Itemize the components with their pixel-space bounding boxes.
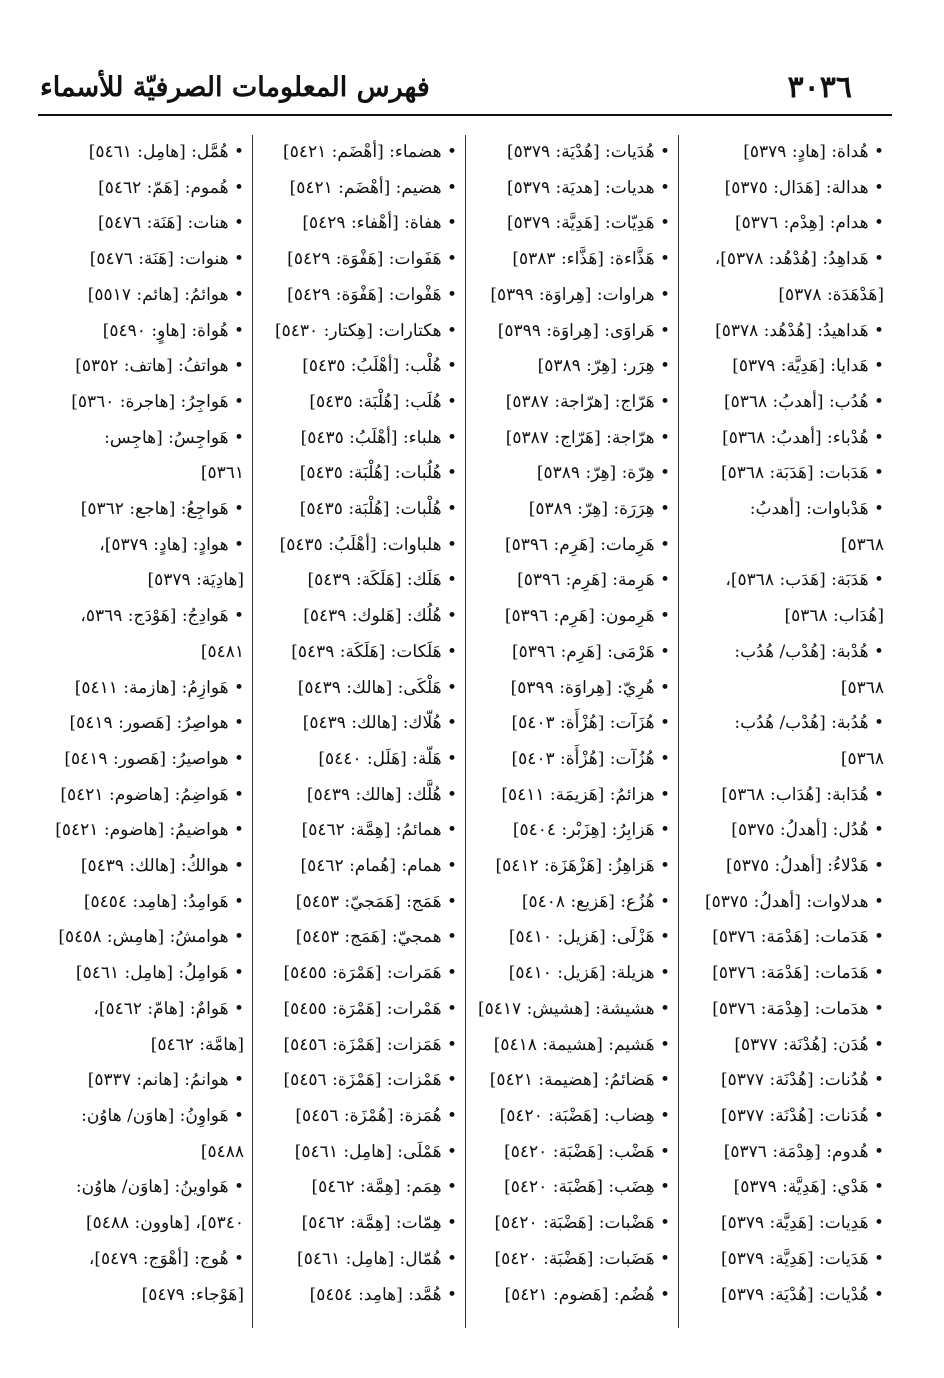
index-entry: • هَضْب: [هَضْبَة: ٥٤٢٠]	[504, 1141, 670, 1162]
index-entry: • هِمَم: [هِمَّة: ٥٤٦٢]	[311, 1177, 457, 1198]
index-entry: • هَزابِرُ: [هِزَبْر: ٥٤٠٤]	[512, 820, 670, 841]
index-entry: • هَدَبَة: [هَدَب: ٥٣٦٨]،	[725, 570, 884, 591]
index-entry: • هَفَوات: [هَفْوَة: ٥٤٢٩]	[287, 249, 457, 270]
index-entry: • هَرِمة: [هَرِم: ٥٣٩٦]	[517, 570, 670, 591]
index-entry: • هُلُبات: [هُلْبَة: ٥٤٣٥]	[299, 463, 457, 484]
index-entry: • هُلْبات: [هُلْبَة: ٥٤٣٥]	[299, 499, 457, 520]
index-entry: • هُضُم: [هَضوم: ٥٤٢١]	[504, 1284, 670, 1305]
page-header	[40, 66, 904, 110]
index-entry: • هِضَب: [هَضْبَة: ٥٤٢٠]	[504, 1177, 670, 1198]
index-entry: • هُدْيات: [هُدْيَة: ٥٣٧٩]	[720, 1284, 884, 1305]
index-entry: • هُدُل: [أهدلُ: ٥٣٧٥]	[731, 820, 884, 841]
index-entry: [هامَّة: ٥٤٦٢]	[150, 1034, 244, 1055]
index-entry: • هَدِيّات: [هَدِيَّة: ٥٣٧٩]	[506, 213, 670, 234]
index-entry: • هضماء: [أهْضَم: ٥٤٢١]	[283, 142, 457, 162]
index-column	[466, 135, 679, 1328]
index-entry: • هَدَيات: [هَدِيَّة: ٥٣٧٩]	[720, 1248, 884, 1269]
index-entry: • همائمُ: [هِمَّة: ٥٤٦٢]	[301, 820, 457, 841]
index-entry: • هِرَر: [هِرّ: ٥٣٨٩]	[537, 356, 670, 377]
index-entry: • هكتارات: [هِكتار: ٥٤٣٠]	[275, 320, 457, 341]
index-entry: • هلباوات: [أهْلَبُ: ٥٤٣٥]	[279, 534, 457, 555]
index-entry: • هُلْب: [أهْلَبُ: ٥٤٣٥]	[302, 356, 457, 377]
index-entry: • هواصيرُ: [هَصور: ٥٤١٩]	[64, 748, 244, 769]
index-entry: • هَداهِدُ: [هُدْهُد: ٥٣٧٨]،	[714, 249, 884, 270]
index-entry: • هُدَن: [هُدْنَة: ٥٣٧٧]	[734, 1034, 884, 1055]
index-entry: • هَلَك: [هَلَكَة: ٥٤٣٩]	[307, 570, 457, 591]
index-entry: • هِمّات: [هِمَّة: ٥٤٦٢]	[301, 1213, 457, 1234]
index-entry: [هُدَاب: ٥٣٦٨]	[784, 606, 884, 627]
index-entry: • هُمَزة: [هُمْزَة: ٥٤٥٦]	[295, 1105, 457, 1126]
index-columns	[38, 135, 892, 1328]
index-entry: • هَشيم: [هشيمة: ٥٤١٨]	[493, 1034, 670, 1055]
index-entry: • هَرْمَى: [هَرِم: ٥٣٩٦]	[512, 641, 670, 662]
index-entry: • هَمَج: [هَمَجيّ: ٥٤٥٣]	[295, 891, 457, 912]
index-entry: • هَدَمات: [هَدْمَة: ٥٣٧٦]	[712, 963, 884, 984]
index-entry: • هُزُع: [هَزيع: ٥٤٠٨]	[521, 891, 670, 912]
index-entry: • هزائمُ: [هَزيمَة: ٥٤١١]	[501, 784, 670, 805]
index-entry: • هِرّة: [هِرّ: ٥٣٨٩]	[536, 463, 670, 484]
index-entry: • هواصِرُ: [هَصور: ٥٤١٩]	[69, 713, 244, 734]
index-entry: • هضيم: [أهْضَم: ٥٤٢١]	[289, 177, 457, 198]
index-entry: • همام: [هُمام: ٥٤٦٢]	[300, 856, 457, 877]
index-entry: • هَلْكَى: [هالك: ٥٤٣٩]	[297, 677, 457, 698]
index-entry: • هُلَب: [هُلْبَة: ٥٤٣٥]	[309, 391, 457, 412]
index-entry: • هزيلة: [هَزيل: ٥٤١٠]	[508, 963, 670, 984]
index-entry: • هَواجِرُ: [هاجرة: ٥٣٦٠]	[71, 391, 244, 412]
index-entry: • هوانمُ: [هانم: ٥٣٣٧]	[87, 1070, 244, 1091]
index-entry: • هَمَزات: [هَمْزَة: ٥٤٥٦]	[283, 1034, 457, 1055]
index-entry: • هُدُنات: [هُدْنَة: ٥٣٧٧]	[720, 1070, 884, 1091]
index-entry: • هَوامِلُ: [هامِل: ٥٤٦١]	[75, 963, 244, 984]
index-entry: • هِرَرَة: [هِرّ: ٥٣٨٩]	[528, 499, 670, 520]
index-entry: • هنوات: [هَنَة: ٥٤٧٦]	[89, 249, 244, 270]
index-entry: ٥٣٦١]	[200, 463, 244, 484]
index-entry: • هُدْباء: [أهدبُ: ٥٣٦٨]	[722, 427, 884, 448]
index-entry: • هُمَّد: [هامِد: ٥٤٥٤]	[309, 1284, 457, 1305]
header-rule	[38, 114, 892, 116]
index-entry: • هدلاوات: [أهدلُ: ٥٣٧٥]	[705, 891, 884, 912]
index-entry: [هادِيَة: ٥٣٧٩]	[147, 570, 244, 591]
index-entry: • هدَمات: [هِدْمَة: ٥٣٧٦]	[712, 998, 884, 1019]
index-entry: • هَلّة: [هَلَل: ٥٤٤٠]	[318, 748, 457, 769]
index-entry: • هَمْلَى: [هامِل: ٥٤٦١]	[294, 1141, 457, 1162]
index-entry: • هُزُآت: [هُزْأَة: ٥٤٠٣]	[511, 748, 670, 769]
index-entry: • هَوامٌ: [هامّ: ٥٤٦٢]،	[93, 998, 244, 1019]
index-entry: • هُلُك: [هَلوك: ٥٤٣٩]	[303, 606, 457, 627]
index-entry: • هَوادِجُ: [هَوْدَج: ٥٣٦٩،	[80, 606, 244, 627]
index-entry: • هوائمُ: [هائم: ٥٥١٧]	[87, 284, 244, 305]
index-entry: • همجيّ: [هَمَج: ٥٤٥٣]	[295, 927, 457, 948]
index-entry: • هَرّاج: [هرّاجة: ٥٣٨٧]	[505, 391, 670, 412]
page-title: فهرس المعلومات الصرفيّة للأسماء	[40, 72, 430, 103]
index-entry: • هَوامِدُ: [هامِد: ٥٤٥٤]	[83, 891, 244, 912]
index-entry: • هَلَكات: [هَلَكَة: ٥٤٣٩]	[291, 641, 457, 662]
index-entry: • هَرِمون: [هَرِم: ٥٣٩٦]	[504, 606, 670, 627]
index-entry: ٥٣٦٨]	[840, 748, 884, 769]
index-entry: • هَدَبات: [هَدَبَة: ٥٣٦٨]	[720, 463, 884, 484]
index-entry: • هُدُب: [أهدبُ: ٥٣٦٨]	[723, 391, 884, 412]
index-entry: • هَدَمات: [هَدْمَة: ٥٣٧٦]	[712, 927, 884, 948]
page-number: ٣٠٣٦	[787, 70, 852, 105]
index-entry: • هَمْزات: [هَمْزَة: ٥٤٥٦]	[283, 1070, 457, 1091]
index-entry: • هُواة: [هاوٍ: ٥٤٩٠]	[102, 320, 244, 341]
index-entry: • هَواضِمُ: [هاضوم: ٥٤٢١]	[60, 784, 244, 805]
index-entry: • هواتفُ: [هاتف: ٥٣٥٢]	[75, 356, 244, 377]
index-entry: • هَمْرات: [هَمْرَة: ٥٤٥٥]	[283, 998, 457, 1019]
index-entry: • هَمَرات: [هَمْرَة: ٥٤٥٥]	[283, 963, 457, 984]
index-entry: • هَراوَى: [هِراوَة: ٥٣٩٩]	[497, 320, 670, 341]
index-entry: • هَدِيات: [هَدِيَّة: ٥٣٧٩]	[720, 1213, 884, 1234]
index-column	[40, 135, 253, 1328]
index-entry: • هَذَّاءة: [هَذَّاء: ٥٣٨٣]	[512, 249, 670, 270]
index-entry: ٥٣٦٨]	[840, 534, 884, 555]
index-entry: • هديات: [هديَة: ٥٣٧٩]	[506, 177, 670, 198]
index-entry: • هَضْبات: [هَضْبَة: ٥٤٢٠]	[494, 1213, 670, 1234]
index-entry: ٥٣٤٠]، [هاوون: ٥٤٨٨]	[85, 1213, 244, 1234]
index-entry: • هرّاجة: [هَرّاج: ٥٣٨٧]	[505, 427, 670, 448]
index-entry: • هنات: [هَنَة: ٥٤٧٦]	[98, 213, 244, 234]
index-entry: • هُدَيات: [هُدْيَة: ٥٣٧٩]	[506, 142, 670, 162]
index-entry: • هَدْباوات: [أهدبُ:	[749, 499, 884, 520]
index-entry: • هُلَّك: [هالك: ٥٤٣٩]	[306, 784, 457, 805]
index-entry: • هراوات: [هِراوَة: ٥٣٩٩]	[490, 284, 670, 305]
index-entry: [هَدْهَدَة: ٥٣٧٨]	[778, 284, 884, 305]
index-entry: • هُزَآت: [هُزْأَة: ٥٤٠٣]	[511, 713, 670, 734]
index-entry: • هُدَابة: [هُدَاب: ٥٣٦٨]	[721, 784, 884, 805]
index-entry: • هَضَبات: [هَضْبَة: ٥٤٢٠]	[494, 1248, 670, 1269]
index-entry: • هَزْلَى: [هَزيل: ٥٤١٠]	[508, 927, 670, 948]
index-entry: • هُلّاك: [هالك: ٥٤٣٩]	[302, 713, 457, 734]
index-entry: • هلباء: [أهْلَبُ: ٥٤٣٥]	[300, 427, 457, 448]
index-entry: • هَزاهِزُ: [هَزْهَزَة: ٥٤١٢]	[495, 856, 670, 877]
index-entry: • هَفْوات: [هَفْوَة: ٥٤٢٩]	[287, 284, 457, 305]
index-entry: • هدالة: [هَدَال: ٥٣٧٥]	[724, 177, 884, 198]
index-entry: • هُمّال: [هامِل: ٥٤٦١]	[297, 1248, 457, 1269]
index-entry: • هوالكُ: [هالك: ٥٤٣٩]	[80, 856, 244, 877]
index-entry: ٥٤٨٨]	[200, 1141, 244, 1162]
index-entry: • هُدَنات: [هُدْنَة: ٥٣٧٧]	[720, 1105, 884, 1126]
index-entry: • هَواجِسُ: [هاجِس:	[104, 427, 244, 448]
index-entry: • هوامشُ: [هامِش: ٥٤٥٨]	[58, 927, 244, 948]
index-entry: • هشيشة: [هشيش: ٥٤١٧]	[478, 998, 670, 1019]
index-column	[679, 135, 892, 1328]
index-entry: • هَدْلاءُ: [أهدلُ: ٥٣٧٥]	[725, 856, 884, 877]
index-entry: • هُموم: [هَمّ: ٥٤٦٢]	[98, 177, 244, 198]
index-entry: • هَداهيدُ: [هُدْهُد: ٥٣٧٨]	[715, 320, 884, 341]
index-entry: • هُدْبة: [هُدْب/ هُدُب:	[734, 641, 884, 662]
index-entry: • هُرِيّ: [هِراوَة: ٥٣٩٩]	[510, 677, 670, 698]
index-entry: • هَوازِمُ: [هازمة: ٥٤١١]	[74, 677, 244, 698]
index-entry: • هُوج: [أهْوَج: ٥٤٧٩]،	[88, 1248, 244, 1269]
index-entry: ٥٤٨١]	[200, 641, 244, 662]
index-entry: • هِضاب: [هَضْبَة: ٥٤٢٠]	[499, 1105, 670, 1126]
index-entry: • هواضيمُ: [هاضوم: ٥٤٢١]	[55, 820, 244, 841]
index-column	[253, 135, 466, 1328]
index-entry: • هَواجِعُ: [هاجع: ٥٣٦٢]	[80, 499, 244, 520]
index-entry: • هُمَّل: [هامِل: ٥٤٦١]	[88, 142, 244, 162]
index-entry: • هُدُبة: [هُدْب/ هُدُب:	[734, 713, 884, 734]
index-entry: • هَواوينُ: [هاوَن/ هاوُن:	[75, 1177, 244, 1198]
index-entry: • هفاة: [أهْفاء: ٥٤٢٩]	[302, 213, 457, 234]
index-entry: • هَرِمات: [هَرِم: ٥٣٩٦]	[504, 534, 670, 555]
index-entry: • هَدايا: [هَدِيَّة: ٥٣٧٩]	[732, 356, 884, 377]
index-entry: • هدام: [هِدْم: ٥٣٧٦]	[734, 213, 884, 234]
index-entry: [هَوْجاء: ٥٤٧٩]	[141, 1284, 244, 1305]
index-entry: ٥٣٦٨]	[840, 677, 884, 698]
index-entry: • هَدْي: [هَدِيَّة: ٥٣٧٩]	[733, 1177, 884, 1198]
index-entry: • هُداة: [هادٍ: ٥٣٧٩]	[743, 142, 884, 162]
index-entry: • هُدوم: [هِدْمَة: ٥٣٧٦]	[723, 1141, 884, 1162]
index-entry: • هَضائمُ: [هضيمة: ٥٤٢١]	[489, 1070, 670, 1091]
index-entry: • هَواوِنُ: [هاوَن/ هاوُن:	[81, 1105, 244, 1126]
index-entry: • هوادٍ: [هادٍ: ٥٣٧٩]،	[99, 534, 244, 555]
